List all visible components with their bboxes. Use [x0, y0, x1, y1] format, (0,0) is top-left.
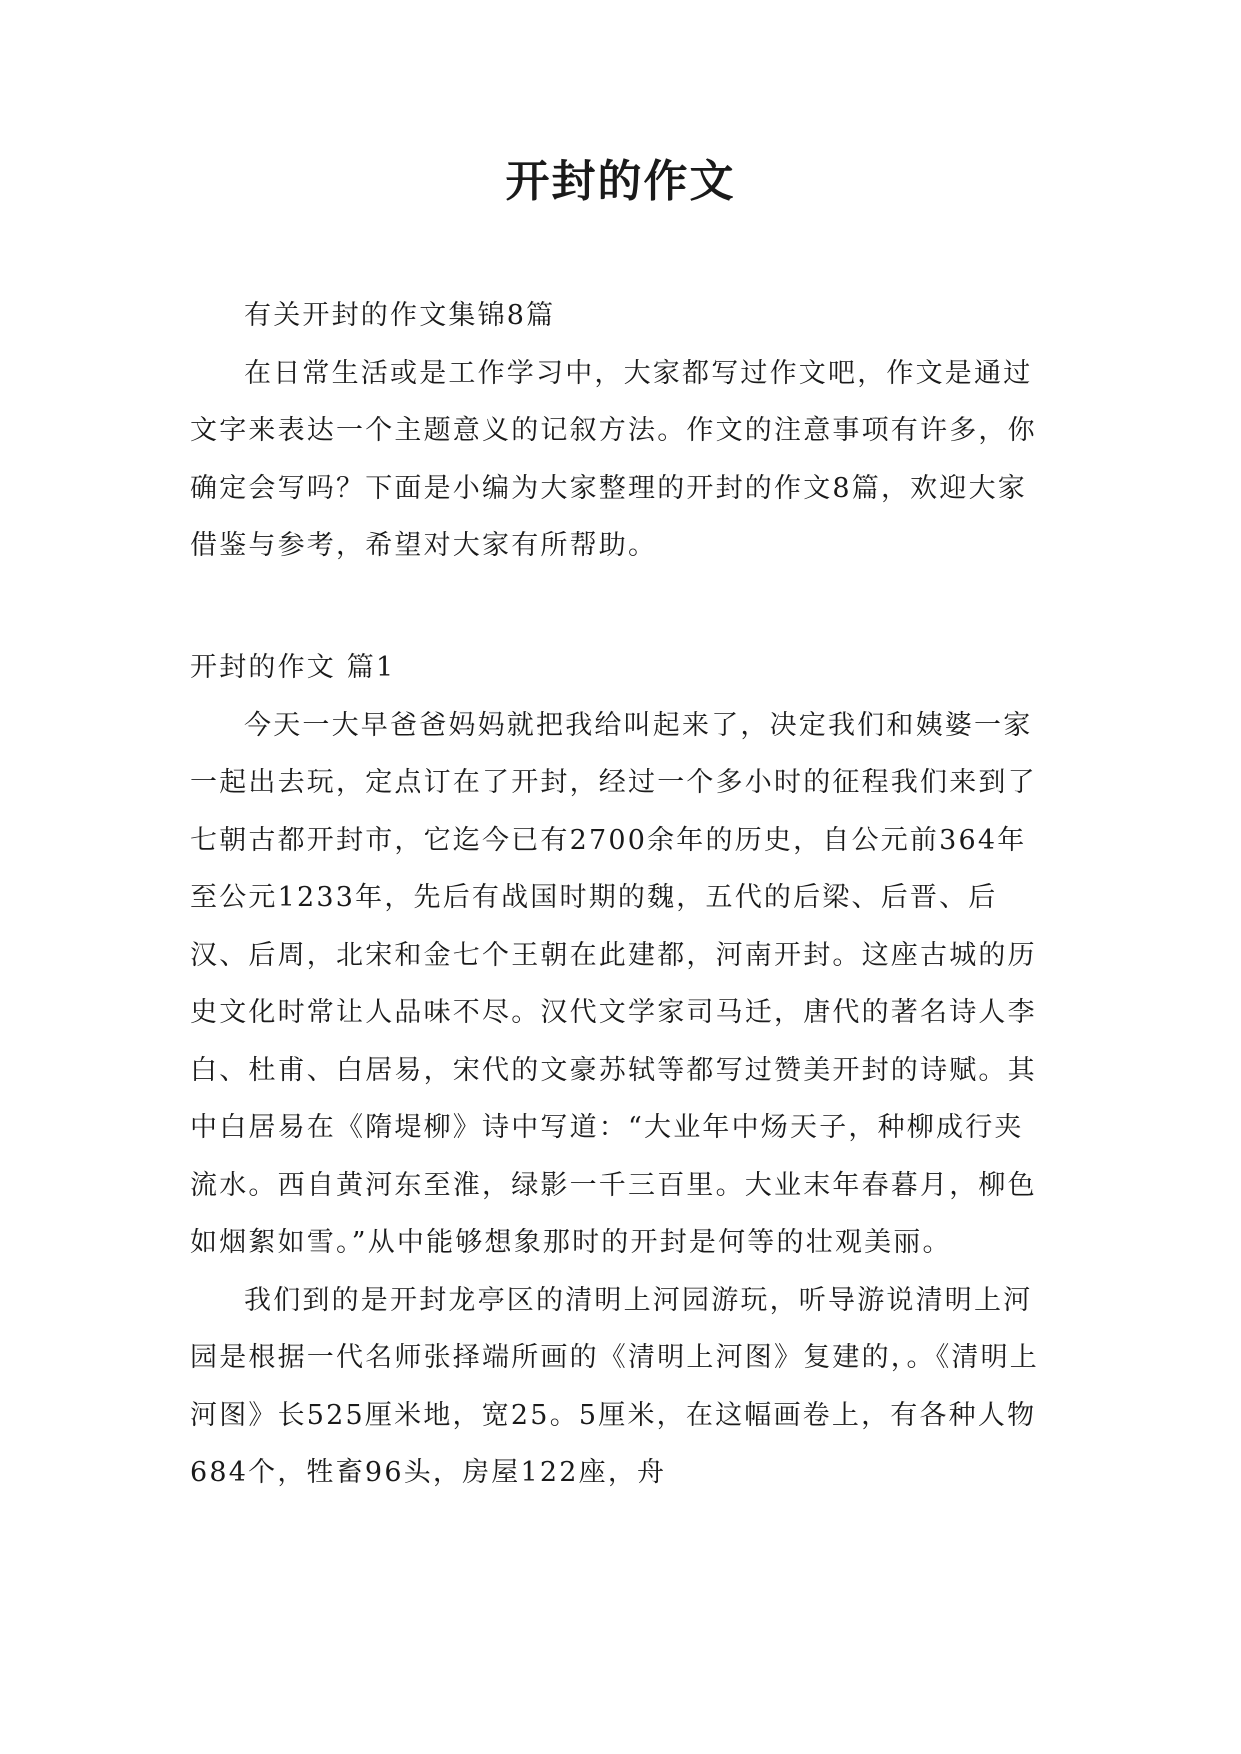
body-paragraph: 今天一大早爸爸妈妈就把我给叫起来了，决定我们和姨婆一家一起出去玩，定点订在了开封，经过一个多小时的征程我们来到了七朝古都开封市，它迄今已有2700余年的历史，自公元前364年至公元1233年，先后有战国时期的魏，五代的后梁、后晋、后汉、后周，北宋和金七个王朝在此建都，河南开封。这座古城的历史文化时常让人品味不尽。汉代文学家司马迁，唐代的著名诗人李白、杜甫、白居易，宋代的文豪苏轼等都写过赞美开封的诗赋。其中白居易在《隋堤柳》诗中写道：“大业年中炀天子，种柳成行夹流水。西自黄河东至淮，绿影一千三百里。大业末年春暮月，柳色如烟絮如雪。”从中能够想象那时的开封是何等的壮观美丽。 — [190, 709, 1037, 1258]
collection-subtitle: 有关开封的作文集锦8篇 — [244, 300, 556, 331]
section-heading: 开封的作文 篇1 — [190, 652, 396, 683]
essay-section-1 — [190, 639, 1050, 1502]
document-title: 开封的作文 — [505, 156, 736, 207]
intro-paragraph: 在日常生活或是工作学习中，大家都写过作文吧，作文是通过文字来表达一个主题意义的记叙方法。作文的注意事项有许多，你确定会写吗？下面是小编为大家整理的开封的作文8篇，欢迎大家借鉴与参考，希望对大家有所帮助。 — [190, 357, 1037, 561]
intro-section — [190, 287, 1050, 575]
body-paragraph: 我们到的是开封龙亭区的清明上河园游玩，听导游说清明上河园是根据一代名师张择端所画的《清明上河图》复建的，。《清明上河图》长525厘米地，宽25。5厘米，在这幅画卷上，有各种人物684个，牲畜96头，房屋122座，舟 — [190, 1284, 1039, 1488]
